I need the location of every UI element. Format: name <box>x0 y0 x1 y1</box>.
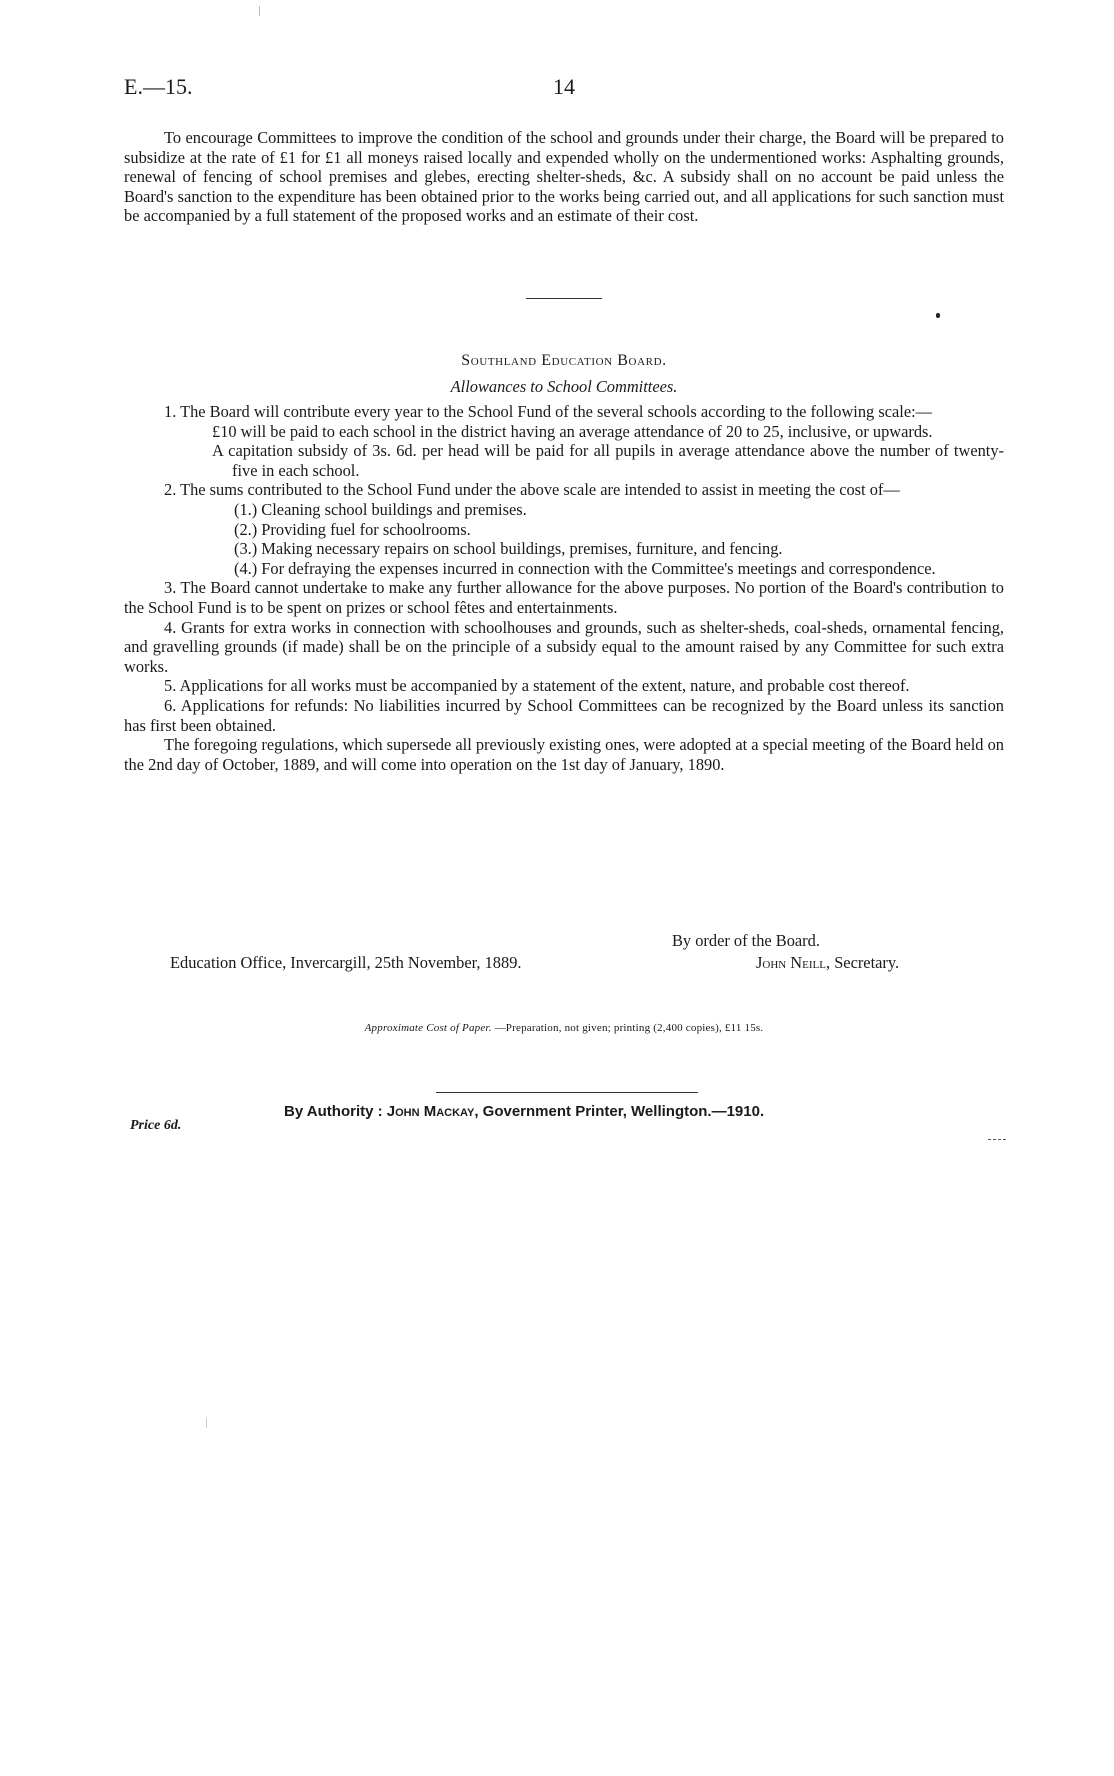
scan-mark <box>988 1139 1006 1140</box>
by-order-line: By order of the Board. <box>672 931 820 950</box>
section-divider <box>526 298 602 299</box>
secretary-signature <box>756 952 899 973</box>
regulation-2: 2. The sums contributed to the School Fund under the above scale are intended to assist in meeting the cost of— <box>164 480 900 500</box>
document-reference: E.—15. <box>124 74 193 99</box>
authority-lead: By Authority : <box>284 1103 383 1120</box>
board-subtitle: Allowances to School Committees. <box>450 377 678 396</box>
footer-divider <box>436 1092 698 1093</box>
cost-detail: —Preparation, not given; printing (2,400 copies), £11 15s. <box>494 1022 764 1034</box>
scan-mark <box>206 1418 207 1428</box>
secretary-title: Secretary. <box>834 953 900 972</box>
secretary-name: John Neill, <box>756 953 831 972</box>
intro-paragraph: To encourage Committees to improve the condition of the school and grounds under their charge, the Board will be prepared to subsidize at the rate of £1 for £1 all moneys raised locally and expended wholly on the undermentioned works: Asphalting grounds, renewal of fencing of school premises and glebes, erecting shelter-sheds, &c. A subsidy shall on no account be paid unless the Board's sanction to the expenditure has been obtained prior to the works being carried out, and all applications for such sanction must be accompanied by a full statement of the proposed works and an estimate of their cost. <box>124 128 1004 226</box>
cost-lead: Approximate Cost of Paper. <box>364 1022 492 1034</box>
regulation-3: 3. The Board cannot undertake to make any further allowance for the above purposes. No portion of the Board's contribution to the School Fund is to be spent on prizes or school fêtes and entertainments. <box>124 578 1004 617</box>
scan-mark <box>259 6 260 16</box>
regulation-1-scale-b: A capitation subsidy of 3s. 6d. per head will be paid for all pupils in average attendance above the number of twenty-five in each school. <box>212 441 1004 480</box>
office-date-line: Education Office, Invercargill, 25th November, 1889. <box>170 953 522 972</box>
regulation-2-item: (3.) Making necessary repairs on school buildings, premises, furniture, and fencing. <box>234 539 783 559</box>
regulation-5: 5. Applications for all works must be accompanied by a statement of the extent, nature, and probable cost thereof. <box>164 676 910 696</box>
regulations-section <box>124 402 1004 774</box>
page-header <box>124 74 1004 104</box>
regulations-closing: The foregoing regulations, which supersede all previously existing ones, were adopted at a special meeting of the Board held on the 2nd day of October, 1889, and will come into operation on the 1st day of January, 1890. <box>124 735 1004 774</box>
regulation-1-scale-a: £10 will be paid to each school in the district having an average attendance of 20 to 25, inclusive, or upwards. <box>212 421 933 441</box>
board-title: Southland Education Board. <box>461 352 667 369</box>
regulation-6: 6. Applications for refunds: No liabilities incurred by School Committees can be recognized by the Board unless its sanction has first been obtained. <box>124 695 1004 735</box>
print-speck <box>936 313 940 318</box>
regulation-2-item: (2.) Providing fuel for schoolrooms. <box>234 519 471 539</box>
authority-line <box>284 1103 764 1120</box>
regulation-4: 4. Grants for extra works in connection with schoolhouses and grounds, such as shelter-sheds, coal-sheds, ornamental fencing, and gravelling grounds (if made) shall be on the principle of a subsidy equal to the amount raised by any Committee for such extra works. <box>124 617 1004 676</box>
regulation-1: 1. The Board will contribute every year to the School Fund of the several schools according to the following scale:— <box>164 402 933 421</box>
printer-rest: Government Printer, Wellington.—1910. <box>482 1103 765 1120</box>
printer-name: John Mackay, <box>386 1103 479 1120</box>
regulation-2-item: (4.) For defraying the expenses incurred in connection with the Committee's meetings and correspondence. <box>234 558 936 578</box>
cost-of-paper-line <box>124 1022 1004 1034</box>
price-label: Price 6d. <box>130 1118 182 1133</box>
page-number: 14 <box>553 74 575 99</box>
regulation-2-item: (1.) Cleaning school buildings and premises. <box>234 499 527 519</box>
intro-section <box>124 128 1004 226</box>
